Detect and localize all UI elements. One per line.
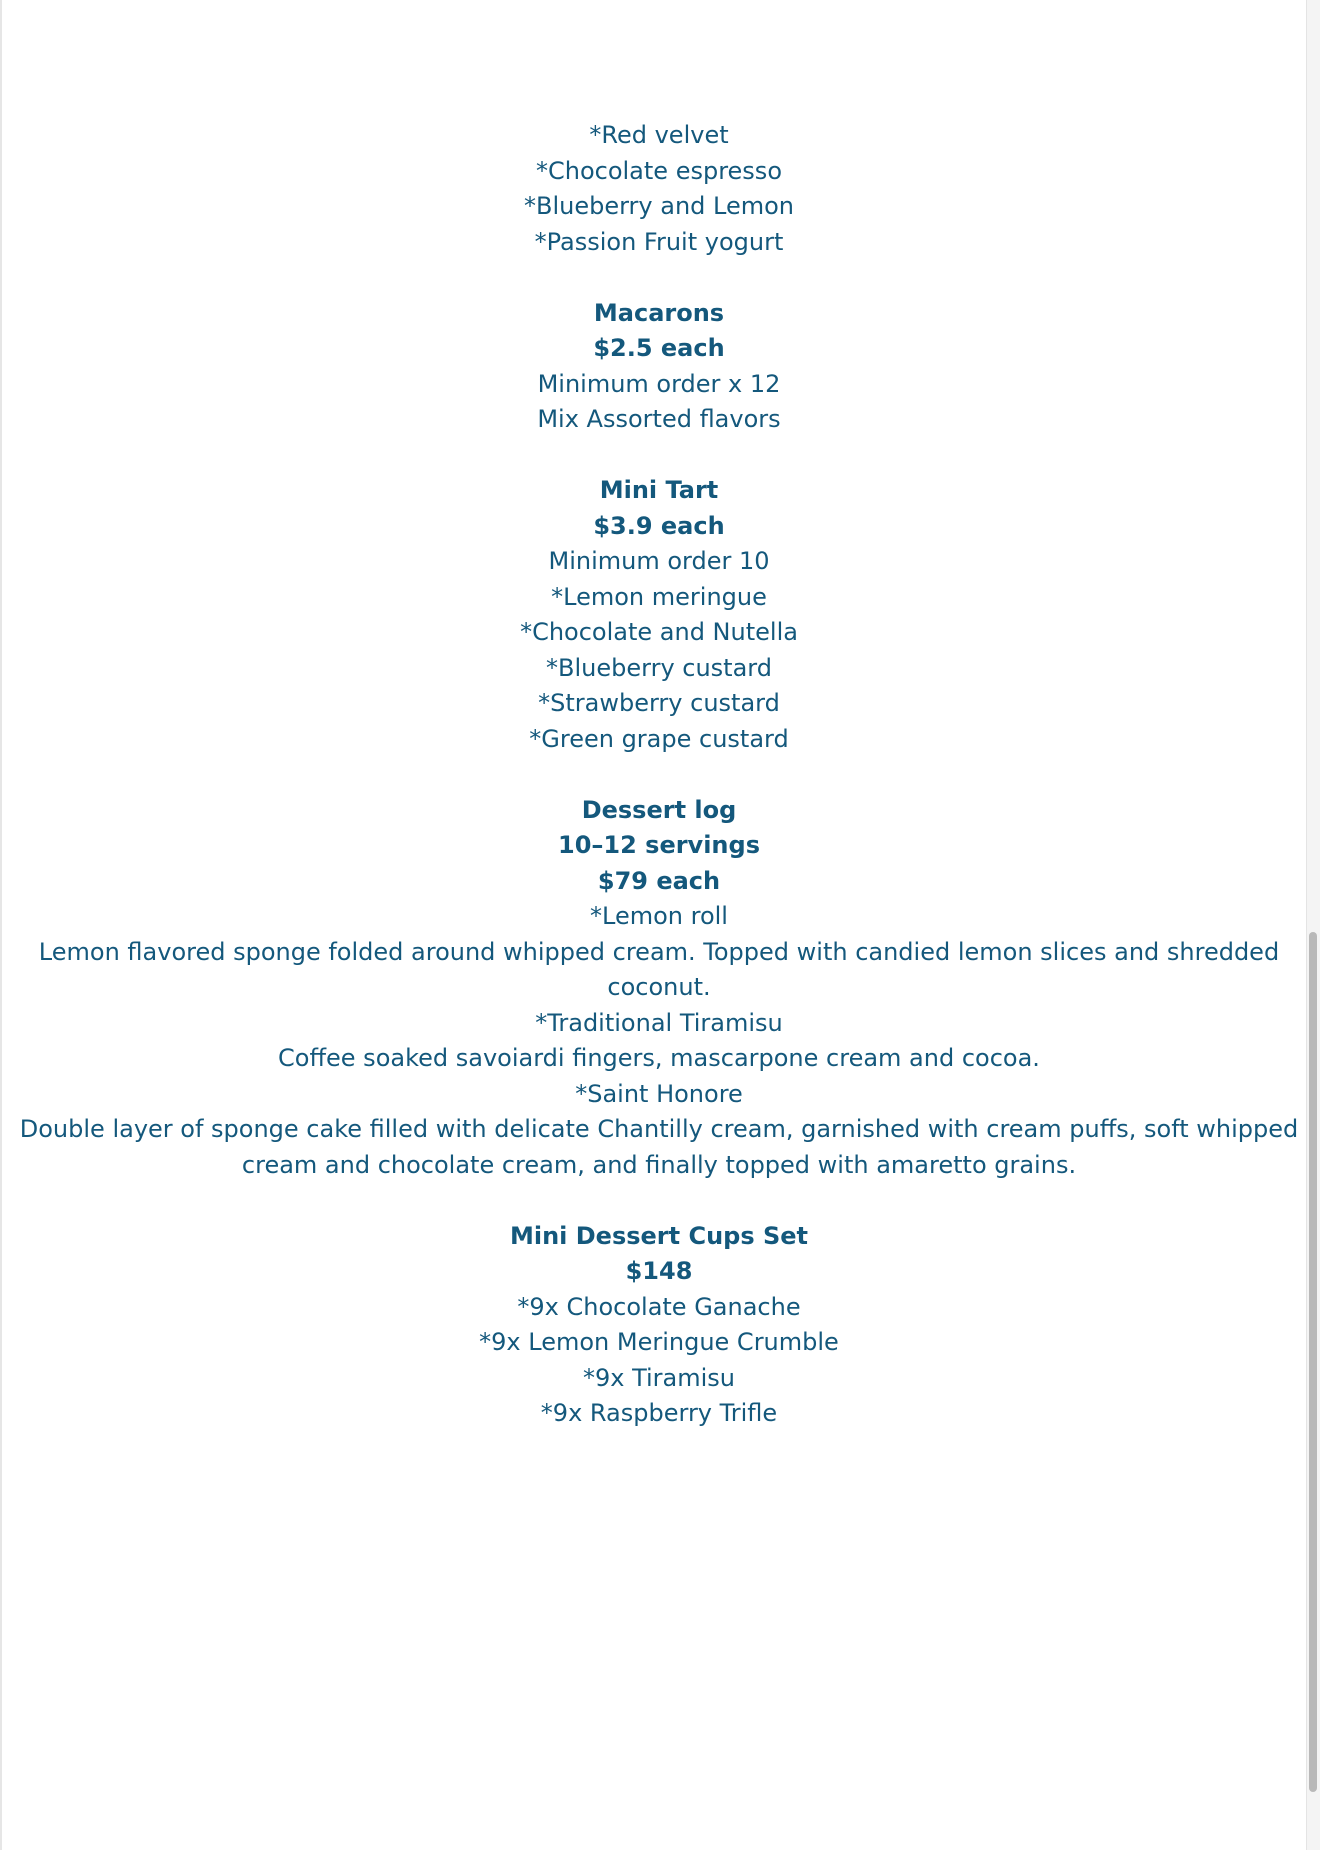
section-gap	[18, 438, 1300, 474]
dessert-log-item-name: *Lemon roll	[590, 902, 728, 930]
flavor-item: *Red velvet	[589, 121, 729, 149]
flavor-item: *Chocolate espresso	[535, 156, 782, 185]
macarons-price: $2.5 each	[593, 334, 725, 362]
mini-dessert-cups-item: *9x Lemon Meringue Crumble	[479, 1328, 839, 1356]
mini-tart-flavor: *Green grape custard	[529, 724, 789, 753]
scrollbar-thumb[interactable]	[1309, 932, 1317, 1792]
dessert-log-section	[18, 793, 1300, 1184]
cake-flavor-list	[18, 118, 1300, 260]
mini-dessert-cups-item: *9x Chocolate Ganache	[517, 1292, 801, 1321]
vertical-scrollbar[interactable]	[1306, 0, 1320, 1850]
macarons-section	[18, 296, 1300, 438]
flavor-item: *Blueberry and Lemon	[523, 192, 795, 220]
mini-dessert-cups-title: Mini Dessert Cups Set	[509, 1221, 809, 1250]
menu-content	[18, 118, 1300, 1432]
dessert-log-item-description: Coffee soaked savoiardi fingers, mascarpone cream and cocoa.	[278, 1044, 1040, 1072]
macarons-note: Mix Assorted flavors	[537, 405, 781, 433]
section-gap	[18, 260, 1300, 296]
mini-tart-price: $3.9 each	[593, 511, 725, 540]
section-gap	[18, 1183, 1300, 1219]
dessert-log-item-description: Double layer of sponge cake filled with delicate Chantilly cream, garnished with cream puffs, soft whipped cream and chocolate cream, and finally topped with amaretto grains.	[19, 1115, 1299, 1179]
mini-tart-flavor: *Chocolate and Nutella	[520, 618, 798, 646]
dessert-log-item-name: *Saint Honore	[575, 1079, 743, 1108]
mini-tart-flavor: *Blueberry custard	[546, 653, 772, 682]
mini-dessert-cups-item: *9x Tiramisu	[582, 1363, 736, 1392]
dessert-log-title: Dessert log	[581, 795, 737, 824]
section-gap	[18, 757, 1300, 793]
mini-tart-minimum: Minimum order 10	[548, 547, 770, 575]
dessert-log-price: $79 each	[597, 866, 721, 895]
left-border	[0, 0, 2, 1850]
dessert-log-item-name: *Traditional Tiramisu	[535, 1008, 783, 1037]
mini-tart-title: Mini Tart	[599, 476, 719, 504]
mini-tart-flavor: *Strawberry custard	[538, 689, 780, 717]
mini-dessert-cups-section	[18, 1219, 1300, 1432]
mini-tart-flavor: *Lemon meringue	[551, 582, 767, 611]
flavor-item: *Passion Fruit yogurt	[534, 227, 784, 256]
mini-tart-section	[18, 473, 1300, 757]
dessert-log-servings: 10–12 servings	[558, 831, 760, 859]
macarons-title: Macarons	[593, 298, 725, 327]
macarons-minimum: Minimum order x 12	[537, 369, 781, 398]
dessert-log-item-description: Lemon flavored sponge folded around whipped cream. Topped with candied lemon slices and shredded coconut.	[38, 937, 1280, 1001]
mini-dessert-cups-item: *9x Raspberry Trifle	[540, 1399, 778, 1427]
mini-dessert-cups-price: $148	[625, 1257, 693, 1285]
